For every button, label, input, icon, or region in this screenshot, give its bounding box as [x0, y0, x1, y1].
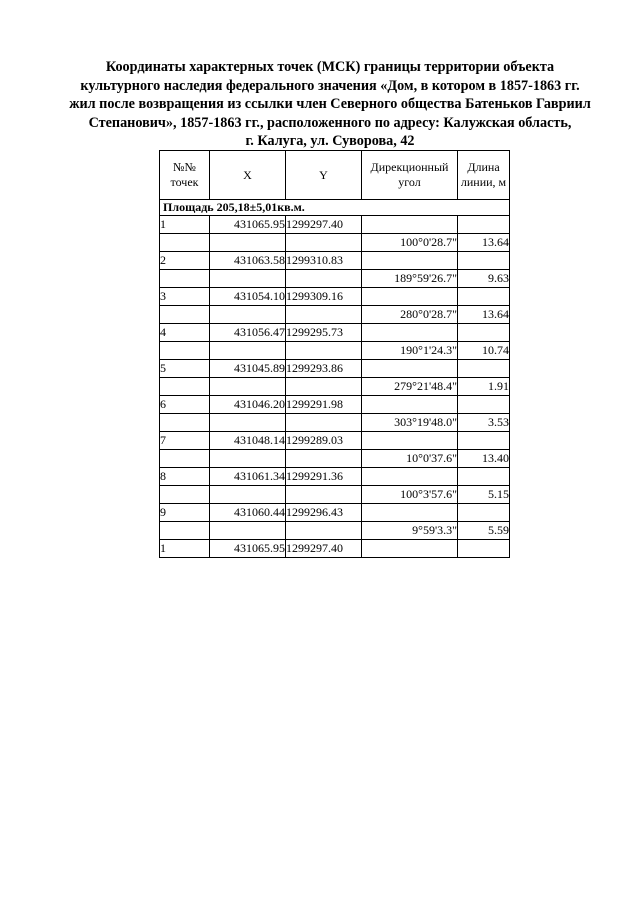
table-row — [160, 504, 510, 522]
empty-cell — [458, 396, 510, 414]
table-row — [160, 270, 510, 288]
x-coordinate: 431045.89 — [210, 360, 286, 378]
point-number: 7 — [160, 432, 210, 450]
document-title — [60, 58, 600, 151]
area-row — [160, 200, 510, 216]
y-coordinate: 1299295.73 — [286, 324, 362, 342]
y-coordinate: 1299289.03 — [286, 432, 362, 450]
empty-cell — [458, 468, 510, 486]
coordinates-table — [159, 150, 510, 558]
empty-cell — [362, 288, 458, 306]
x-coordinate: 431061.34 — [210, 468, 286, 486]
x-coordinate: 431056.47 — [210, 324, 286, 342]
point-number: 9 — [160, 504, 210, 522]
empty-cell — [286, 414, 362, 432]
empty-cell — [286, 522, 362, 540]
empty-cell — [286, 270, 362, 288]
y-coordinate: 1299297.40 — [286, 540, 362, 558]
empty-cell — [160, 378, 210, 396]
y-coordinate: 1299293.86 — [286, 360, 362, 378]
table-row — [160, 378, 510, 396]
area-value: Площадь 205,18±5,01кв.м. — [160, 200, 510, 216]
empty-cell — [160, 450, 210, 468]
empty-cell — [286, 378, 362, 396]
line-length: 10.74 — [458, 342, 510, 360]
x-coordinate: 431060.44 — [210, 504, 286, 522]
x-coordinate: 431063.58 — [210, 252, 286, 270]
y-coordinate: 1299296.43 — [286, 504, 362, 522]
title-line: Координаты характерных точек (МСК) границы территории объекта — [105, 59, 555, 75]
empty-cell — [458, 432, 510, 450]
table-row — [160, 540, 510, 558]
table-row — [160, 288, 510, 306]
direction-angle: 10°0'37.6" — [362, 450, 458, 468]
y-coordinate: 1299297.40 — [286, 216, 362, 234]
title-line: г. Калуга, ул. Суворова, 42 — [245, 133, 415, 150]
y-coordinate: 1299291.36 — [286, 468, 362, 486]
table-row — [160, 432, 510, 450]
empty-cell — [458, 324, 510, 342]
empty-cell — [210, 306, 286, 324]
empty-cell — [210, 486, 286, 504]
empty-cell — [362, 360, 458, 378]
title-line: культурного наследия федерального значения «Дом, в котором в 1857-1863 гг. — [80, 77, 580, 94]
table-row — [160, 486, 510, 504]
header-point-number: №№ точек — [160, 151, 210, 200]
table-row — [160, 522, 510, 540]
x-coordinate: 431065.95 — [210, 216, 286, 234]
empty-cell — [160, 342, 210, 360]
empty-cell — [286, 486, 362, 504]
empty-cell — [362, 432, 458, 450]
empty-cell — [286, 342, 362, 360]
empty-cell — [458, 288, 510, 306]
empty-cell — [160, 522, 210, 540]
line-length: 5.15 — [458, 486, 510, 504]
direction-angle: 280°0'28.7" — [362, 306, 458, 324]
x-coordinate: 431048.14 — [210, 432, 286, 450]
x-coordinate: 431065.95 — [210, 540, 286, 558]
y-coordinate: 1299310.83 — [286, 252, 362, 270]
y-coordinate: 1299291.98 — [286, 396, 362, 414]
table-row — [160, 324, 510, 342]
empty-cell — [458, 540, 510, 558]
empty-cell — [362, 324, 458, 342]
point-number: 2 — [160, 252, 210, 270]
table-row — [160, 414, 510, 432]
empty-cell — [210, 522, 286, 540]
empty-cell — [210, 378, 286, 396]
title-line: жил после возвращения из ссылки член Северного общества Батеньков Гавриил — [69, 96, 591, 113]
empty-cell — [160, 414, 210, 432]
empty-cell — [160, 486, 210, 504]
point-number: 6 — [160, 396, 210, 414]
line-length: 13.64 — [458, 234, 510, 252]
header-x: X — [210, 151, 286, 200]
title-line: Степанович», 1857-1863 гг., расположенного по адресу: Калужская область, — [88, 114, 572, 131]
table-row — [160, 450, 510, 468]
direction-angle: 303°19'48.0" — [362, 414, 458, 432]
empty-cell — [160, 306, 210, 324]
empty-cell — [362, 504, 458, 522]
point-number: 8 — [160, 468, 210, 486]
empty-cell — [210, 450, 286, 468]
empty-cell — [362, 396, 458, 414]
header-y: Y — [286, 151, 362, 200]
header-direction-angle: Дирекционный угол — [362, 151, 458, 200]
table-row — [160, 252, 510, 270]
line-length: 3.53 — [458, 414, 510, 432]
empty-cell — [210, 270, 286, 288]
direction-angle: 279°21'48.4" — [362, 378, 458, 396]
empty-cell — [210, 234, 286, 252]
header-line-length: Длина линии, м — [458, 151, 510, 200]
table-row — [160, 342, 510, 360]
empty-cell — [286, 306, 362, 324]
table-row — [160, 468, 510, 486]
point-number: 1 — [160, 216, 210, 234]
direction-angle: 190°1'24.3" — [362, 342, 458, 360]
empty-cell — [286, 450, 362, 468]
direction-angle: 189°59'26.7" — [362, 270, 458, 288]
table-row — [160, 234, 510, 252]
point-number: 4 — [160, 324, 210, 342]
table-row — [160, 396, 510, 414]
table-row — [160, 216, 510, 234]
x-coordinate: 431054.10 — [210, 288, 286, 306]
empty-cell — [458, 504, 510, 522]
line-length: 5.59 — [458, 522, 510, 540]
empty-cell — [362, 252, 458, 270]
y-coordinate: 1299309.16 — [286, 288, 362, 306]
direction-angle: 100°0'28.7" — [362, 234, 458, 252]
point-number: 5 — [160, 360, 210, 378]
empty-cell — [160, 270, 210, 288]
direction-angle: 9°59'3.3" — [362, 522, 458, 540]
empty-cell — [286, 234, 362, 252]
point-number: 1 — [160, 540, 210, 558]
point-number: 3 — [160, 288, 210, 306]
empty-cell — [362, 540, 458, 558]
table-row — [160, 360, 510, 378]
empty-cell — [362, 468, 458, 486]
line-length: 13.64 — [458, 306, 510, 324]
empty-cell — [458, 360, 510, 378]
empty-cell — [458, 252, 510, 270]
empty-cell — [160, 234, 210, 252]
line-length: 9.63 — [458, 270, 510, 288]
empty-cell — [210, 414, 286, 432]
empty-cell — [210, 342, 286, 360]
empty-cell — [458, 216, 510, 234]
direction-angle: 100°3'57.6" — [362, 486, 458, 504]
line-length: 1.91 — [458, 378, 510, 396]
table-header-row — [160, 151, 510, 200]
x-coordinate: 431046.20 — [210, 396, 286, 414]
line-length: 13.40 — [458, 450, 510, 468]
empty-cell — [362, 216, 458, 234]
table-row — [160, 306, 510, 324]
